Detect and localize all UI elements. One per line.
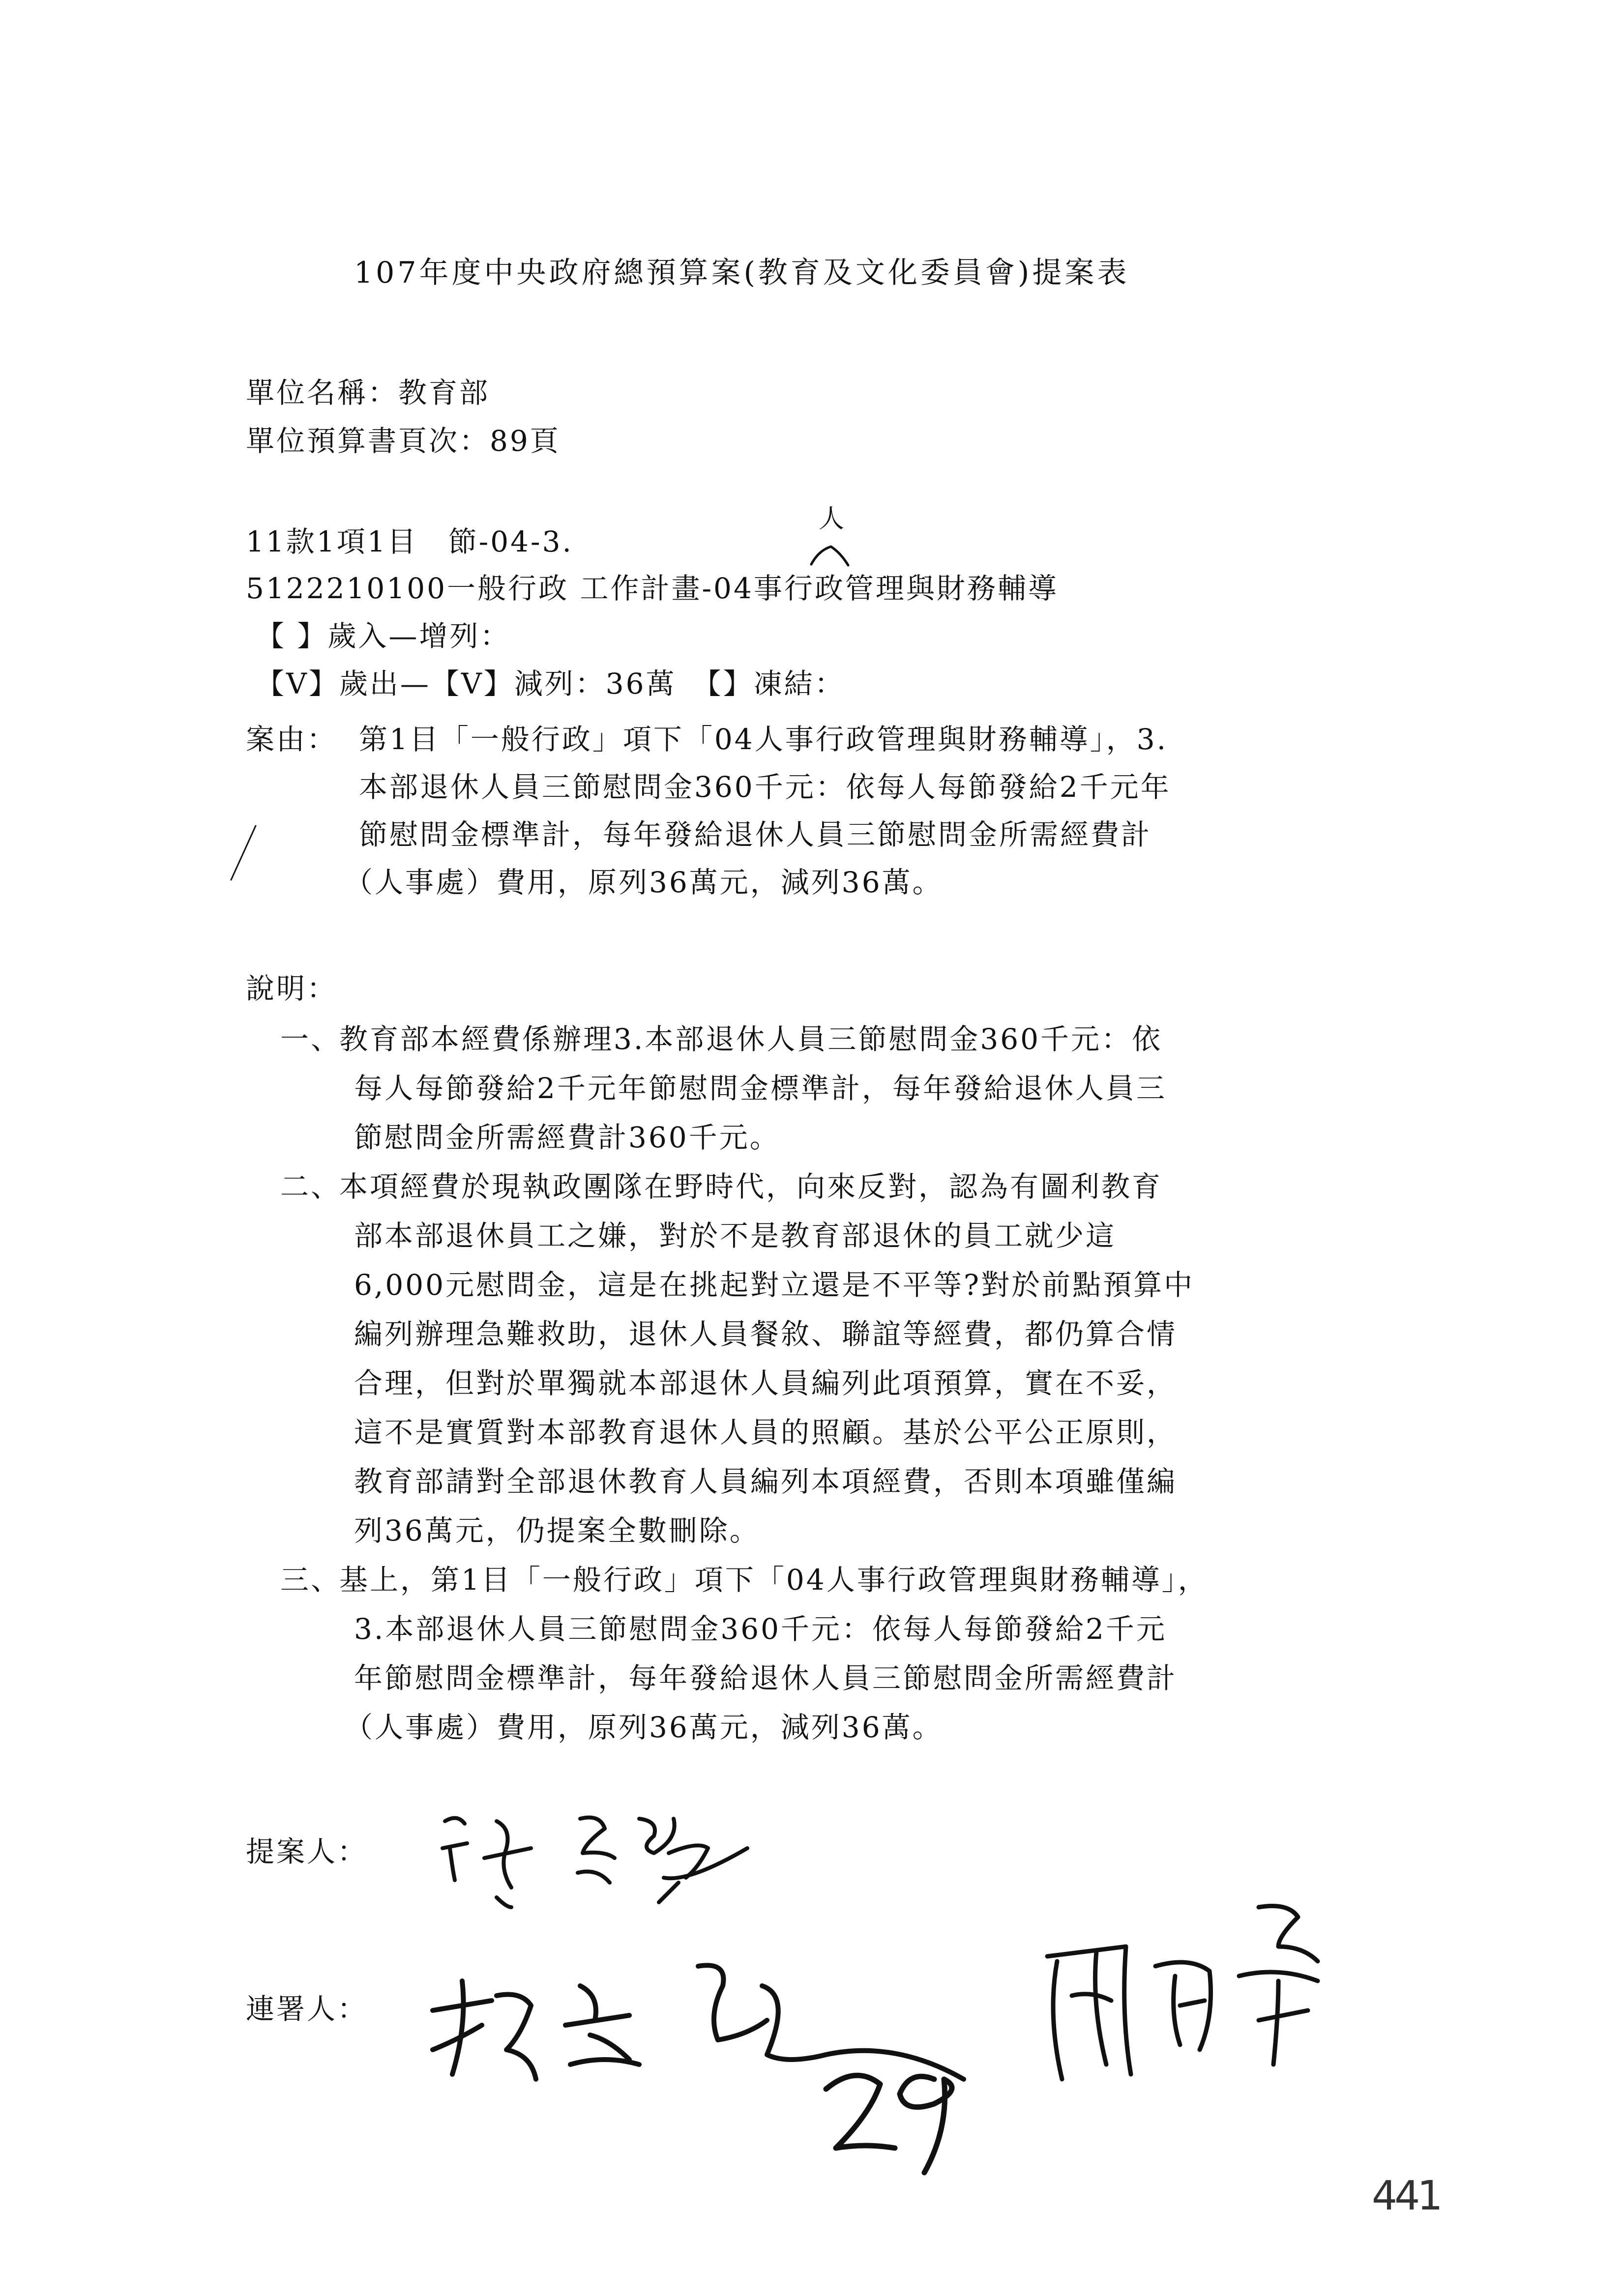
reason-label: 案由： bbox=[246, 723, 338, 756]
unit-budget-page: 單位預算書頁次：89頁 bbox=[246, 424, 561, 458]
explanation-line: 6,000元慰問金，這是在挑起對立還是不平等?對於前點預算中 bbox=[354, 1268, 1195, 1302]
explanation-line: 每人每節發給2千元年節慰問金標準計，每年發給退休人員三 bbox=[354, 1072, 1167, 1105]
proposer-signature bbox=[443, 1818, 747, 1908]
document-title: 107年度中央政府總預算案(教育及文化委員會)提案表 bbox=[354, 256, 1130, 290]
explanation-line: 這不是實質對本部教育退休人員的照顧。基於公平公正原則， bbox=[354, 1416, 1178, 1449]
explanation-line: 列36萬元，仍提案全數刪除。 bbox=[354, 1514, 760, 1547]
cosigner-signature-1 bbox=[433, 1965, 964, 2079]
explanation-line: 部本部退休員工之嫌，對於不是教育部退休的員工就少這 bbox=[354, 1219, 1117, 1252]
explanation-number: 二、 bbox=[280, 1170, 342, 1203]
cosigner-label: 連署人： bbox=[246, 1992, 368, 2026]
explanation-line: 3.本部退休人員三節慰問金360千元：依每人每節發給2千元 bbox=[354, 1612, 1167, 1646]
explanation-line: 合理，但對於單獨就本部退休人員編列此項預算，實在不妥， bbox=[354, 1366, 1178, 1400]
explanation-number: 一、 bbox=[280, 1022, 342, 1056]
cosigner-signature-2 bbox=[1047, 1906, 1318, 2080]
explanation-line: 教育部本經費係辦理3.本部退休人員三節慰問金360千元：依 bbox=[339, 1022, 1163, 1056]
insert-caret-mark bbox=[811, 547, 848, 565]
reason-line: 第1目「一般行政」項下「04人事行政管理與財務輔導」，3. bbox=[359, 723, 1168, 756]
handwritten-insert: 人 bbox=[819, 504, 847, 534]
work-plan: 5122210100一般行政 工作計畫-04事行政管理與財務輔導 bbox=[246, 572, 1059, 605]
revenue-line: 【 】歲入—增列： bbox=[256, 619, 511, 653]
explanation-line: 基上，第1目「一般行政」項下「04人事行政管理與財務輔導」， bbox=[339, 1563, 1209, 1597]
explanation-line: 本項經費於現執政團隊在野時代，向來反對，認為有圖利教育 bbox=[339, 1170, 1163, 1203]
handwritten-page-number: 441 bbox=[1372, 2173, 1440, 2219]
margin-pencil-mark bbox=[231, 826, 256, 880]
explanation-line: 教育部請對全部退休教育人員編列本項經費，否則本項雖僅編 bbox=[354, 1465, 1178, 1498]
explanation-label: 說明： bbox=[246, 972, 338, 1005]
proposer-label: 提案人： bbox=[246, 1835, 368, 1868]
explanation-line: 編列辦理急難救助，退休人員餐敘、聯誼等經費，都仍算合情 bbox=[354, 1317, 1178, 1351]
reason-line: 節慰問金標準計，每年發給退休人員三節慰問金所需經費計 bbox=[359, 818, 1152, 851]
explanation-line: 節慰問金所需經費計360千元。 bbox=[354, 1121, 780, 1154]
unit-name: 單位名稱：教育部 bbox=[246, 376, 490, 409]
explanation-number: 三、 bbox=[280, 1563, 342, 1597]
handwritten-number-mark bbox=[826, 2075, 952, 2173]
explanation-line: 年節慰問金標準計，每年發給退休人員三節慰問金所需經費計 bbox=[354, 1661, 1178, 1695]
budget-item: 11款1項1目 節-04-3. bbox=[246, 525, 573, 558]
reason-line: （人事處）費用，原列36萬元，減列36萬。 bbox=[344, 866, 943, 899]
explanation-line: （人事處）費用，原列36萬元，減列36萬。 bbox=[344, 1711, 943, 1744]
expense-line: 【V】歲出—【V】減列：36萬 【】凍結： bbox=[256, 667, 845, 700]
reason-line: 本部退休人員三節慰問金360千元：依每人每節發給2千元年 bbox=[359, 770, 1171, 804]
